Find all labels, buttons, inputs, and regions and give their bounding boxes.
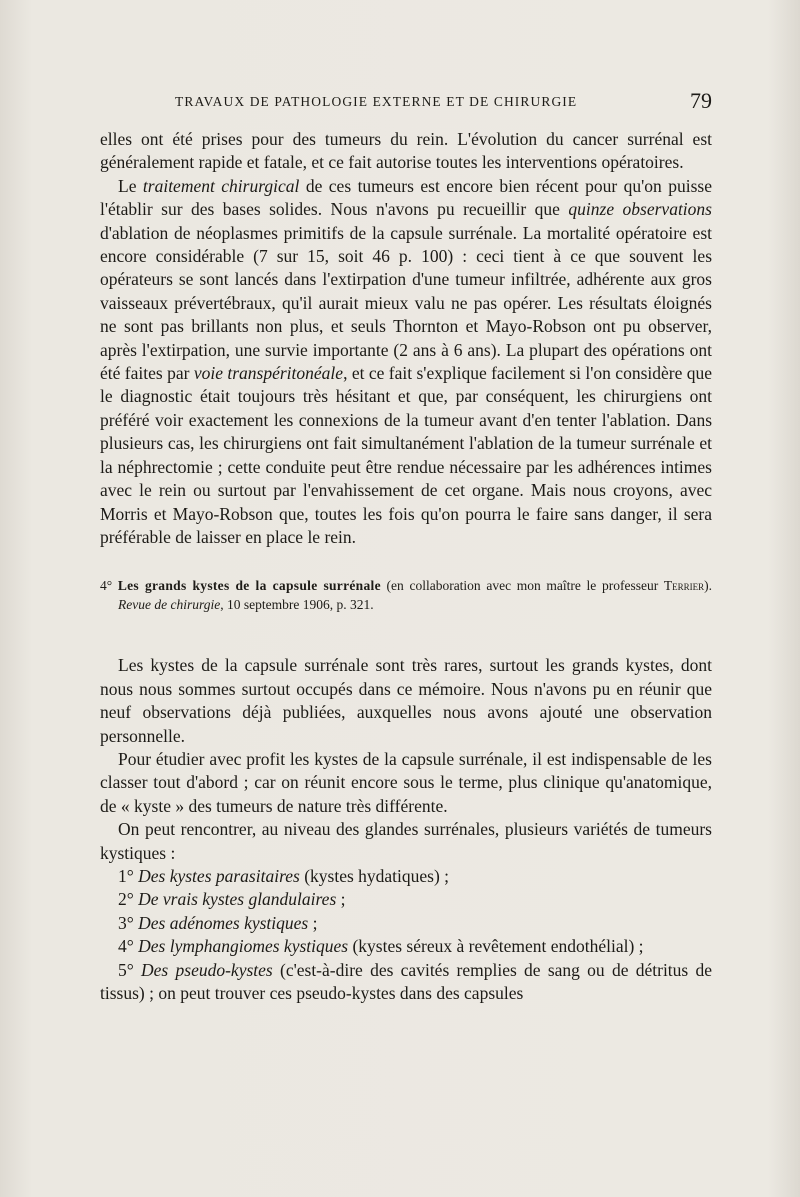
- page-number: 79: [690, 88, 712, 113]
- reference-journal: Revue de chirurgie: [118, 596, 221, 612]
- text-run: ).: [704, 578, 712, 594]
- text-run: (c'est-à-dire des cavités remplies de sang ou de détritus de tissus) ; on peut trouver ces pseudo-kystes dans des capsules: [100, 959, 713, 1003]
- text-run: d'ablation de néoplasmes primitifs de la capsule surrénale. La mortalité opératoire est encore considérable (7 sur 15, soit 46 p. 100) : ceci tient à ce que souvent les opérateurs se sont lancés dans l'extirpation d'une tumeur infiltrée, adhérente aux gros vaisseaux prévertébraux, qu'il aurait mieux valu ne pas opérer. Les résultats éloignés ne sont pas brillants non plus, et seuls Thornton et Mayo-Robson ont pu observer, après l'extirpation, une survie importante (2 ans à 6 ans). La plupart des opérations ont été faites par: [100, 222, 712, 384]
- list-item: [100, 935, 712, 958]
- text-run: ;: [308, 912, 318, 933]
- italic-run: voie transpéritonéale: [193, 363, 344, 384]
- header-title: TRAVAUX DE PATHOLOGIE EXTERNE ET DE CHIRURGIE: [175, 94, 578, 109]
- reference-author: Terrier: [663, 578, 705, 594]
- list-term: Des kystes parasitaires: [138, 865, 300, 886]
- italic-run: quinze observations: [568, 199, 712, 220]
- list-term: Des pseudo-kystes: [141, 959, 273, 980]
- list-item: [100, 865, 712, 888]
- list-term: De vrais kystes glandulaires: [138, 889, 337, 910]
- list-item: [100, 888, 712, 911]
- bibliographic-reference: [100, 577, 712, 614]
- reference-title: Les grands kystes de la capsule surrénale: [117, 578, 381, 594]
- text-run: ;: [336, 889, 346, 910]
- text-run: (kystes séreux à revêtement endothélial) ;: [348, 936, 644, 957]
- text-run: , et ce fait s'explique facilement si l'on considère que le diagnostic était toujours très hésitant et que, par conséquent, les chirurgiens ont préféré voir exactement les connexions de la tumeur avant d'en tenter l'ablation. Dans plusieurs cas, les chirurgiens ont fait simultanément l'ablation de la tumeur surrénale et la néphrectomie ; cette conduite peut être rendue nécessaire par les adhérences intimes avec le rein ou surtout par l'envahissement de cet organe. Mais nous croyons, avec Morris et Mayo-Robson que, toutes les fois qu'on pourra le faire sans danger, il sera préférable de laisser en place le rein.: [100, 363, 713, 547]
- page-body: [100, 128, 712, 1005]
- text-run: de ces tumeurs est encore bien récent pour qu'on puisse l'établir sur des bases solides. Nous n'avons pu recueillir que: [100, 175, 712, 220]
- paragraph-continuation: elles ont été prises pour des tumeurs du rein. L'évolution du cancer surrénal est généralement rapide et fatale, et ce fait autorise toutes les interventions opératoires.: [100, 129, 712, 173]
- list-number: 5°: [118, 959, 134, 980]
- text-run: , 10 septembre 1906, p. 321.: [220, 596, 374, 612]
- varieties-list: [100, 865, 712, 1005]
- italic-run: traitement chirurgical: [142, 175, 300, 196]
- text-run: (en collaboration avec mon maître le professeur: [380, 578, 664, 594]
- reference-number: 4°: [100, 578, 113, 594]
- list-item: [100, 912, 712, 935]
- list-number: 4°: [118, 936, 134, 957]
- list-term: Des adénomes kystiques: [138, 912, 309, 933]
- list-number: 3°: [118, 912, 134, 933]
- list-number: 1°: [118, 865, 134, 886]
- paragraph-kystes-varieties: On peut rencontrer, au niveau des glandes surrénales, plusieurs variétés de tumeurs kystiques :: [100, 819, 712, 863]
- paragraph-kystes-classification: Pour étudier avec profit les kystes de la capsule surrénale, il est indispensable de les classer tout d'abord ; car on réunit encore sous le terme, plus clinique qu'anatomique, de « kyste » des tumeurs de nature très différente.: [100, 748, 712, 816]
- text-run: (kystes hydatiques) ;: [299, 865, 450, 886]
- paragraph-kystes-intro: Les kystes de la capsule surrénale sont très rares, surtout les grands kystes, dont nous nous sommes surtout occupés dans ce mémoire. Nous n'avons pu en réunir que neuf observations déjà publiées, auxquelles nous avons ajouté une observation personnelle.: [100, 655, 712, 746]
- list-number: 2°: [118, 889, 134, 910]
- list-term: Des lymphangiomes kystiques: [138, 936, 349, 957]
- list-item: [100, 959, 712, 1006]
- paragraph-treatment: [100, 175, 712, 550]
- text-run: Le: [118, 175, 143, 196]
- running-header: [100, 88, 712, 118]
